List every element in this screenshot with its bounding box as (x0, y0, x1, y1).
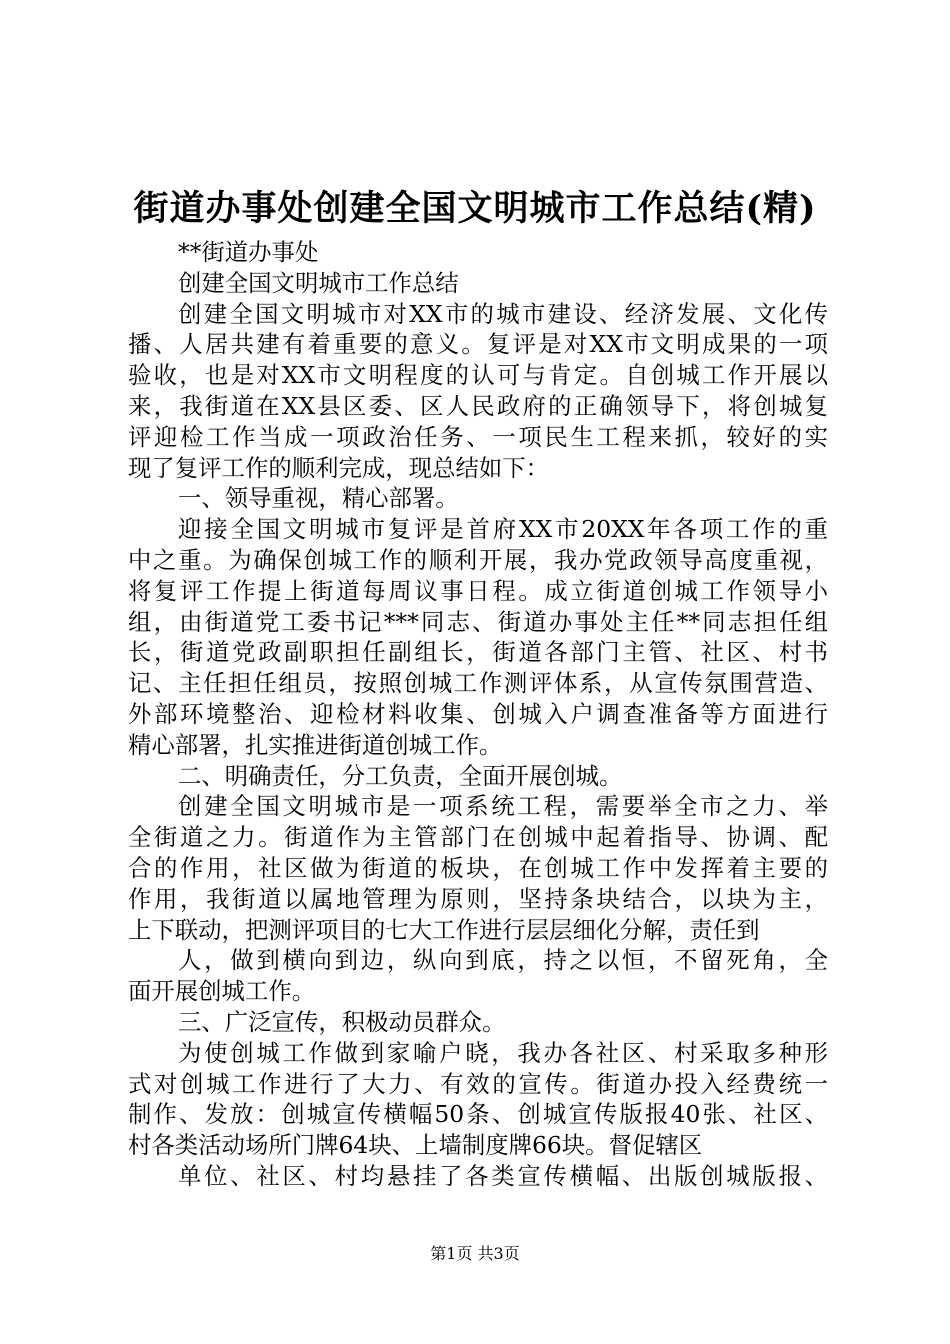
text-line: 二、明确责任，分工负责，全面开展创城。 (178, 761, 623, 790)
text-line: 外部环境整治、迎检材料收集、创城入户调查准备等方面进行 (128, 699, 828, 728)
text-line: 现了复评工作的顺利完成，现总结如下： (128, 453, 550, 482)
text-line: 记、主任担任组员，按照创城工作测评体系，从宣传氛围营造、 (128, 669, 828, 698)
text-line: 三、广泛宣传，积极动员群众。 (178, 1007, 506, 1036)
text-line: 播、人居共建有着重要的意义。复评是对XX市文明成果的一项 (128, 330, 828, 359)
text-line: 将复评工作提上街道每周议事日程。成立街道创城工作领导小 (128, 576, 828, 605)
text-line: 来，我街道在XX县区委、区人民政府的正确领导下，将创城复 (128, 391, 828, 420)
text-line: 村各类活动场所门牌64块、上墙制度牌66块。督促辖区 (128, 1131, 703, 1160)
text-line: 全街道之力。街道作为主管部门在创城中起着指导、协调、配 (128, 823, 828, 852)
text-line: **街道办事处 (178, 238, 319, 266)
text-line: 精心部署，扎实推进街道创城工作。 (128, 730, 503, 759)
text-line: 上下联动，把测评项目的七大工作进行层层细化分解，责任到 (128, 915, 760, 944)
page-footer: 第1页 共3页 (430, 1244, 520, 1263)
text-line: 创建全国文明城市对XX市的城市建设、经济发展、文化传 (178, 299, 828, 328)
text-line: 创建全国文明城市工作总结 (178, 268, 459, 297)
document-body (128, 237, 828, 1192)
text-line: 评迎检工作当成一项政治任务、一项民生工程来抓，较好的实 (128, 422, 828, 451)
document-title: 街道办事处创建全国文明城市工作总结(精) (133, 188, 817, 229)
text-line: 人，做到横向到边，纵向到底，持之以恒，不留死角，全 (178, 946, 828, 975)
text-line: 创建全国文明城市是一项系统工程，需要举全市之力、举 (178, 792, 828, 821)
text-line: 验收，也是对XX市文明程度的认可与肯定。自创城工作开展以 (128, 361, 828, 390)
text-line: 迎接全国文明城市复评是首府XX市20XX年各项工作的重 (178, 515, 828, 544)
text-line: 一、领导重视，精心部署。 (178, 484, 459, 513)
text-line: 为使创城工作做到家喻户晓，我办各社区、村采取多种形 (178, 1038, 828, 1067)
text-line: 制作、发放：创城宣传横幅50条、创城宣传版报40张、社区、 (128, 1100, 828, 1129)
text-line: 面开展创城工作。 (128, 977, 316, 1006)
text-line: 单位、社区、村均悬挂了各类宣传横幅、出版创城版报、 (178, 1161, 828, 1190)
text-line: 式对创城工作进行了大力、有效的宣传。街道办投入经费统一 (128, 1069, 828, 1098)
text-line: 中之重。为确保创城工作的顺利开展，我办党政领导高度重视， (128, 545, 828, 574)
text-line: 长，街道党政副职担任副组长，街道各部门主管、社区、村书 (128, 638, 828, 667)
text-line: 合的作用，社区做为街道的板块，在创城工作中发挥着主要的 (128, 853, 828, 882)
text-line: 作用，我街道以属地管理为原则，坚持条块结合，以块为主， (128, 884, 828, 913)
text-line: 组，由街道党工委书记***同志、街道办事处主任**同志担任组 (128, 607, 828, 636)
